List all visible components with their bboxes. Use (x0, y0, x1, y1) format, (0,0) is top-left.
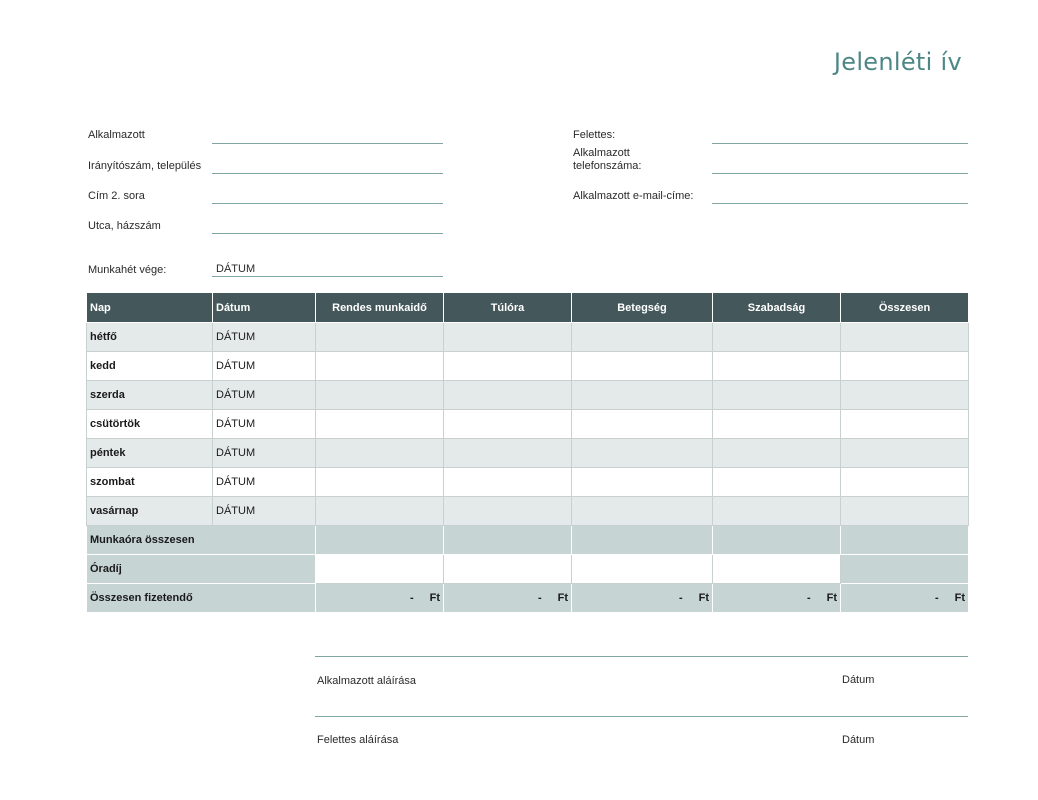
table-row (87, 468, 969, 497)
day-cell: szerda (87, 381, 213, 410)
total-cell[interactable] (841, 410, 969, 439)
pay-sick: - Ft (572, 584, 713, 613)
date-cell[interactable]: DÁTUM (213, 323, 316, 352)
overtime-cell[interactable] (444, 439, 572, 468)
table-row (87, 497, 969, 526)
vacation-cell[interactable] (713, 410, 841, 439)
week-end-value[interactable]: DÁTUM (216, 263, 256, 275)
vacation-cell[interactable] (713, 381, 841, 410)
header-sick: Betegség (572, 293, 713, 323)
header-overtime: Túlóra (444, 293, 572, 323)
address-line2-field[interactable] (212, 203, 443, 204)
supervisor-signature-label: Felettes aláírása (317, 734, 399, 746)
total-cell[interactable] (841, 497, 969, 526)
total-hours-row (87, 526, 969, 555)
vacation-cell[interactable] (713, 323, 841, 352)
week-end-label: Munkahét vége: (88, 264, 167, 276)
employee-email-label: Alkalmazott e-mail-címe: (573, 190, 694, 202)
total-cell[interactable] (841, 323, 969, 352)
pay-total: - Ft (841, 584, 969, 613)
rate-vacation-input[interactable] (713, 555, 841, 584)
regular-hours-cell[interactable] (316, 381, 444, 410)
zip-city-field[interactable] (212, 173, 443, 174)
header-day: Nap (87, 293, 213, 323)
employee-signature-label: Alkalmazott aláírása (317, 675, 417, 687)
vacation-cell[interactable] (713, 468, 841, 497)
table-row (87, 323, 969, 352)
overtime-cell[interactable] (444, 381, 572, 410)
total-overtime (444, 526, 572, 555)
overtime-cell[interactable] (444, 497, 572, 526)
header-regular-hours: Rendes munkaidő (316, 293, 444, 323)
total-cell[interactable] (841, 439, 969, 468)
address-line2-label: Cím 2. sora (88, 190, 145, 202)
rate-total (841, 555, 969, 584)
street-field[interactable] (212, 233, 443, 234)
sick-cell[interactable] (572, 381, 713, 410)
day-cell: csütörtök (87, 410, 213, 439)
regular-hours-cell[interactable] (316, 497, 444, 526)
day-cell: hétfő (87, 323, 213, 352)
employee-field[interactable] (212, 143, 443, 144)
table-row (87, 352, 969, 381)
employee-email-field[interactable] (712, 203, 968, 204)
day-cell: szombat (87, 468, 213, 497)
rate-regular-input[interactable] (316, 555, 444, 584)
total-cell[interactable] (841, 381, 969, 410)
employee-signature-line[interactable] (315, 656, 968, 657)
supervisor-label: Felettes: (573, 129, 616, 141)
total-regular-hours (316, 526, 444, 555)
table-row (87, 410, 969, 439)
pay-regular: - Ft (316, 584, 444, 613)
header-date: Dátum (213, 293, 316, 323)
rate-sick-input[interactable] (572, 555, 713, 584)
employee-label: Alkalmazott (88, 129, 145, 141)
overtime-cell[interactable] (444, 410, 572, 439)
week-end-field[interactable] (212, 276, 443, 277)
day-cell: péntek (87, 439, 213, 468)
timesheet-table (86, 292, 969, 613)
total-all (841, 526, 969, 555)
sick-cell[interactable] (572, 439, 713, 468)
regular-hours-cell[interactable] (316, 352, 444, 381)
total-cell[interactable] (841, 352, 969, 381)
vacation-cell[interactable] (713, 497, 841, 526)
rate-overtime-input[interactable] (444, 555, 572, 584)
rate-row (87, 555, 969, 584)
date-cell[interactable]: DÁTUM (213, 410, 316, 439)
pay-overtime: - Ft (444, 584, 572, 613)
date-cell[interactable]: DÁTUM (213, 468, 316, 497)
employee-phone-field[interactable] (712, 173, 968, 174)
table-row (87, 439, 969, 468)
supervisor-signature-line[interactable] (315, 716, 968, 717)
zip-city-label: Irányítószám, település (88, 160, 202, 172)
total-sick (572, 526, 713, 555)
sick-cell[interactable] (572, 352, 713, 381)
rate-label: Óradíj (87, 555, 316, 584)
regular-hours-cell[interactable] (316, 323, 444, 352)
date-cell[interactable]: DÁTUM (213, 381, 316, 410)
day-cell: vasárnap (87, 497, 213, 526)
sick-cell[interactable] (572, 497, 713, 526)
street-label: Utca, házszám (88, 220, 161, 232)
supervisor-signature-date-label: Dátum (842, 734, 875, 746)
sick-cell[interactable] (572, 468, 713, 497)
overtime-cell[interactable] (444, 468, 572, 497)
regular-hours-cell[interactable] (316, 468, 444, 497)
total-pay-label: Összesen fizetendő (87, 584, 316, 613)
table-header-row (87, 293, 969, 323)
sick-cell[interactable] (572, 323, 713, 352)
date-cell[interactable]: DÁTUM (213, 439, 316, 468)
table-row (87, 381, 969, 410)
regular-hours-cell[interactable] (316, 410, 444, 439)
employee-signature-date-label: Dátum (842, 674, 875, 686)
day-cell: kedd (87, 352, 213, 381)
employee-phone-label: Alkalmazott telefonszáma: (573, 147, 642, 172)
header-total: Összesen (841, 293, 969, 323)
vacation-cell[interactable] (713, 439, 841, 468)
overtime-cell[interactable] (444, 352, 572, 381)
total-vacation (713, 526, 841, 555)
total-hours-label: Munkaóra összesen (87, 526, 316, 555)
sick-cell[interactable] (572, 410, 713, 439)
total-cell[interactable] (841, 468, 969, 497)
date-cell[interactable]: DÁTUM (213, 497, 316, 526)
header-vacation: Szabadság (713, 293, 841, 323)
regular-hours-cell[interactable] (316, 439, 444, 468)
pay-vacation: - Ft (713, 584, 841, 613)
page-title: Jelenléti ív (833, 48, 962, 76)
supervisor-field[interactable] (712, 143, 968, 144)
date-cell[interactable]: DÁTUM (213, 352, 316, 381)
vacation-cell[interactable] (713, 352, 841, 381)
total-pay-row (87, 584, 969, 613)
overtime-cell[interactable] (444, 323, 572, 352)
